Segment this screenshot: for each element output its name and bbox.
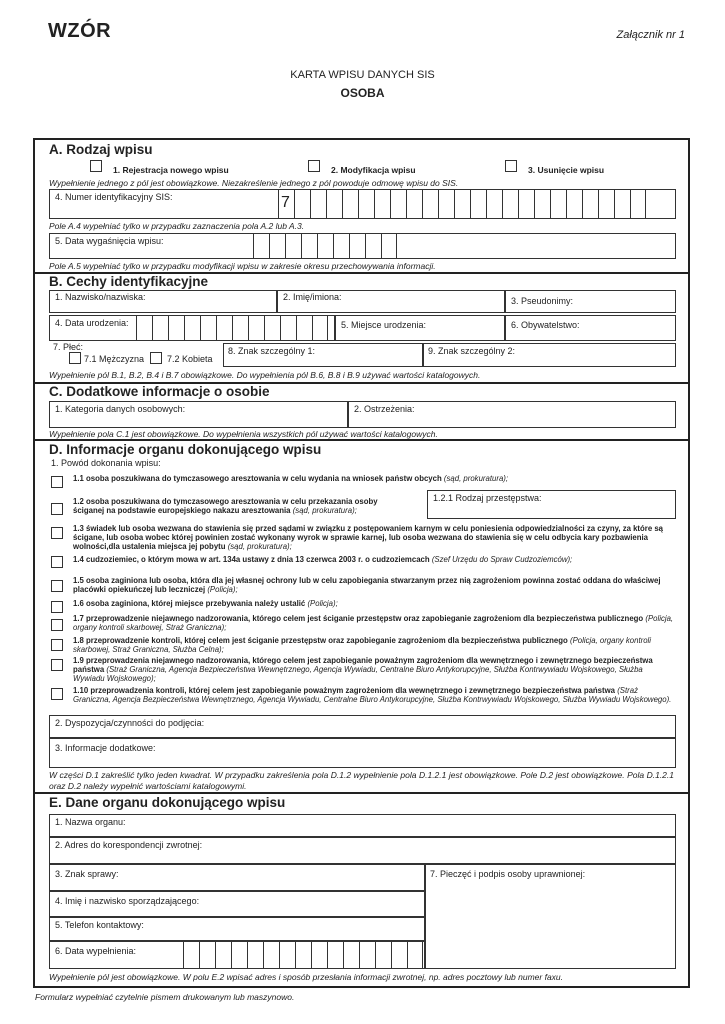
reason-1-7: 1.7 przeprowadzenie niejawnego nadzorowania, którego celem jest ściganie przestępstw oraz zapobieganie zagrożeniom dla bezpieczeństwa publicznego (Policja, organy kontroli skarbowej, Straż Graniczna); [73, 614, 674, 633]
return-address-label: 2. Adres do korespondencji zwrotnej: [55, 840, 203, 850]
checkbox-reason-1-9[interactable] [51, 659, 63, 671]
reason-1-4: 1.4 cudzoziemiec, o którym mowa w art. 134a ustawy z dnia 13 czerwca 2003 r. o cudzoziemcach (Szef Urzędu do Spraw Cudzoziemców); [73, 555, 573, 564]
divider-d [35, 439, 688, 441]
section-d-title: D. Informacje organu dokonującego wpisu [49, 442, 322, 457]
section-c-title: C. Dodatkowe informacje o osobie [49, 384, 270, 399]
reason-1-8: 1.8 przeprowadzenie kontroli, której celem jest ściganie przestępstw oraz zapobieganie zagrożeniom dla bezpieczeństwa publicznego (Policja, organy kontroli skarbowej, Straż Graniczna, Służba Celna); [73, 636, 652, 655]
checkbox-reason-1-1[interactable] [51, 476, 63, 488]
offence-type-label: 1.2.1 Rodzaj przestępstwa: [433, 493, 542, 503]
birth-place-label: 5. Miejsce urodzenia: [341, 320, 427, 330]
expiry-date-field[interactable] [49, 233, 676, 259]
section-a-title: A. Rodzaj wpisu [49, 142, 153, 157]
female-label: 7.2 Kobieta [167, 354, 213, 364]
sex-label: 7. Płeć: [53, 342, 84, 352]
note-a2: Pole A.4 wypełniać tylko w przypadku zaznaczenia pola A.2 lub A.3. [49, 221, 305, 231]
note-a1: Wypełnienie jednego z pól jest obowiązkowe. Niezakreślenie jednego z pól powoduje odmowę wpisu do SIS. [49, 178, 459, 188]
additional-info-label: 3. Informacje dodatkowe: [55, 743, 156, 753]
mark2-field[interactable] [423, 343, 676, 367]
surname-field[interactable] [49, 290, 277, 313]
authority-name-field[interactable] [49, 814, 676, 837]
birth-date-label: 4. Data urodzenia: [55, 318, 129, 328]
phone-field[interactable] [49, 917, 425, 941]
sis-number-grid [278, 190, 646, 218]
checkbox-reason-1-2[interactable] [51, 503, 63, 515]
reason-label: 1. Powód dokonania wpisu: [51, 458, 161, 468]
reason-1-9: 1.9 przeprowadzenia niejawnego nadzorowania, którego celem jest zapobieganie poważnym zagrożeniom dla wewnętrznego i zewnętrznego bezpieczeństwa państwa (Straż Graniczna, Agencja Bezpieczeństwa Wewnętrznego, Agencja Wywiadu, Centralne Biuro Antykorupcyjne, Służba Kontrwywiadu Wojskowego, Służba Wywiadu Wojskowego); [73, 656, 653, 684]
fill-date-field[interactable] [49, 941, 425, 969]
preparer-name-field[interactable] [49, 891, 425, 917]
note-d: W części D.1 zakreślić tylko jeden kwadrat. W przypadku zakreślenia pola D.1.2 wypełnienie pola D.1.2.1 jest obowiązkowe. Pole D.2 jest obowiązkowe. Pola D.1.2.1 oraz D.2 należy wypełnić wartościami katalogowymi. [49, 770, 674, 792]
checkbox-male[interactable] [69, 352, 81, 364]
note-e: Wypełnienie pól jest obowiązkowe. W polu E.2 wpisać adres i sposób przesłania informacji zwrotnej, np. adres pocztowy lub numer faxu. [49, 972, 564, 982]
label-modify: 2. Modyfikacja wpisu [331, 165, 416, 175]
label-delete: 3. Usunięcie wpisu [528, 165, 605, 175]
citizenship-label: 6. Obywatelstwo: [511, 320, 580, 330]
mark2-label: 9. Znak szczególny 2: [428, 346, 516, 356]
pseudonyms-field[interactable] [505, 290, 676, 313]
mark1-field[interactable] [223, 343, 423, 367]
checkbox-delete[interactable] [505, 160, 517, 172]
authority-name-label: 1. Nazwa organu: [55, 817, 126, 827]
disposition-label: 2. Dyspozycja/czynności do podjęcia: [55, 718, 205, 728]
reason-1-3: 1.3 świadek lub osoba wezwana do stawienia się przed sądami w związku z postępowaniem karnym w celu poniesienia odpowiedzialności za czyny, za które są ścigane, lub osoba wobec której powinien zostać wykonany wyrok w sprawie karnej, lub osoba wezwana do stawienia się w celu odbycia kary pozbawienia wolności,dla ustalenia miejsca jej pobytu (sąd, prokuratura); [73, 524, 664, 552]
checkbox-reason-1-3[interactable] [51, 527, 63, 539]
stamp-signature-field[interactable] [425, 864, 676, 969]
pseudonyms-label: 3. Pseudonimy: [511, 296, 574, 306]
data-category-field[interactable] [49, 401, 348, 428]
additional-info-field[interactable] [49, 738, 676, 768]
note-c: Wypełnienie pola C.1 jest obowiązkowe. Do wypełnienia wszystkich pól używać wartości katalogowych. [49, 429, 438, 439]
first-name-label: 2. Imię/imiona: [283, 292, 342, 302]
checkbox-reason-1-8[interactable] [51, 639, 63, 651]
divider-e [35, 792, 688, 794]
checkbox-reason-1-6[interactable] [51, 601, 63, 613]
form-subtitle: OSOBA [340, 86, 385, 100]
male-label: 7.1 Mężczyzna [84, 354, 145, 364]
sis-number-field[interactable] [49, 189, 676, 219]
reason-1-5: 1.5 osoba zaginiona lub osoba, która dla jej własnej ochrony lub w celu zapobiegania stwarzanym przez nią zagrożeniom powinna zostać oddana do właściwej placówki opiekuńczej lub leczniczej (Policja); [73, 576, 661, 595]
warnings-field[interactable] [348, 401, 676, 428]
birth-date-field[interactable] [49, 315, 335, 341]
first-name-field[interactable] [277, 290, 505, 313]
note-a3: Pole A.5 wypełniać tylko w przypadku modyfikacji wpisu w zakresie okresu przechowywania informacji. [49, 261, 436, 271]
checkbox-reason-1-5[interactable] [51, 580, 63, 592]
checkbox-reason-1-7[interactable] [51, 619, 63, 631]
citizenship-field[interactable] [505, 315, 676, 341]
mark1-label: 8. Znak szczególny 1: [228, 346, 316, 356]
offence-type-field[interactable] [427, 490, 676, 519]
form-title: KARTA WPISU DANYCH SIS [290, 69, 435, 81]
attachment-label: Załącznik nr 1 [616, 29, 685, 41]
warnings-label: 2. Ostrzeżenia: [354, 404, 415, 414]
expiry-date-grid [253, 234, 397, 258]
return-address-field[interactable] [49, 837, 676, 864]
fill-date-label: 6. Data wypełnienia: [55, 946, 137, 956]
reason-1-10: 1.10 przeprowadzenia kontroli, której celem jest zapobieganie poważnym zagrożeniom dla wewnętrznego i zewnętrznego bezpieczeństwa państwa (Straż Graniczna, Agencja Bezpieczeństwa Wewnętrznego, Agencja Wywiadu, Centralne Biuro Antykorupcyjne, Służba Kontrwywiadu Wojskowego, Służba Wywiadu Wojskowego). [73, 686, 672, 705]
disposition-field[interactable] [49, 715, 676, 738]
footer-note: Formularz wypełniać czytelnie pismem drukowanym lub maszynowo. [35, 992, 295, 1002]
stamp-signature-label: 7. Pieczęć i podpis osoby uprawnionej: [430, 869, 586, 879]
fill-date-grid [183, 942, 423, 968]
reason-1-6: 1.6 osoba zaginiona, której miejsce przebywania należy ustalić (Policja); [73, 599, 338, 608]
checkbox-new-entry[interactable] [90, 160, 102, 172]
checkbox-female[interactable] [150, 352, 162, 364]
birth-place-field[interactable] [335, 315, 505, 341]
checkbox-reason-1-10[interactable] [51, 688, 63, 700]
note-b: Wypełnienie pól B.1, B.2, B.4 i B.7 obowiązkowe. Do wypełnienia pól B.6, B.8 i B.9 używać wartości katalogowych. [49, 370, 481, 380]
phone-label: 5. Telefon kontaktowy: [55, 920, 144, 930]
surname-label: 1. Nazwisko/nazwiska: [55, 292, 146, 302]
form-frame [33, 138, 690, 988]
reason-1-1: 1.1 osoba poszukiwana do tymczasowego aresztowania w celu wydania na wniosek państw obcych (sąd, prokuratura); [73, 474, 509, 483]
sis-number-label: 4. Numer identyfikacyjny SIS: [55, 192, 173, 202]
checkbox-reason-1-4[interactable] [51, 556, 63, 568]
case-ref-field[interactable] [49, 864, 425, 891]
label-new-entry: 1. Rejestracja nowego wpisu [113, 165, 229, 175]
wzor-label: WZÓR [48, 20, 112, 42]
birth-date-grid [136, 316, 328, 340]
checkbox-modify[interactable] [308, 160, 320, 172]
expiry-date-label: 5. Data wygaśnięcia wpisu: [55, 236, 164, 246]
section-e-title: E. Dane organu dokonującego wpisu [49, 795, 286, 810]
reason-1-2: 1.2 osoba poszukiwana do tymczasowego aresztowania w celu przekazania osoby ściganej na podstawie europejskiego nakazu aresztowania (sąd, prokuratura); [73, 497, 378, 516]
preparer-name-label: 4. Imię i nazwisko sporządzającego: [55, 896, 200, 906]
data-category-label: 1. Kategoria danych osobowych: [55, 404, 186, 414]
section-b-title: B. Cechy identyfikacyjne [49, 274, 209, 289]
case-ref-label: 3. Znak sprawy: [55, 869, 119, 879]
sis-number-prefix: 7 [281, 194, 290, 211]
